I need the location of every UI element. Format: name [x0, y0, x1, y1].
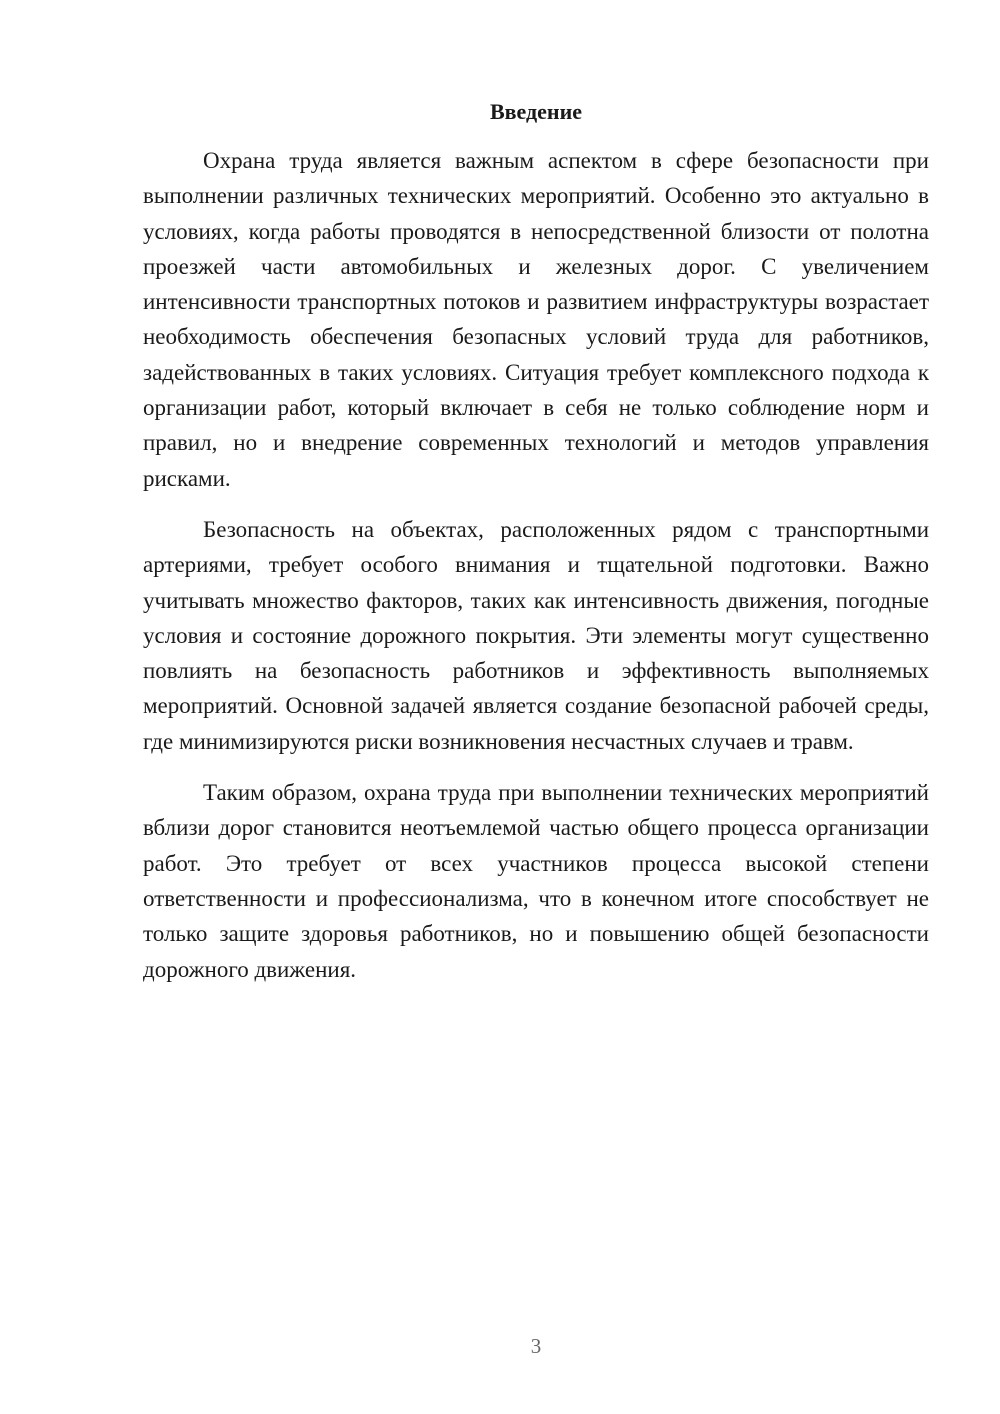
paragraph-3: Таким образом, охрана труда при выполнении технических мероприятий вблизи дорог становится неотъемлемой частью общего процесса организации работ. Это требует от всех участников процесса высокой степени ответственности и профессионализма, что в конечном итоге способствует не только защите здоровья работников, но и повышению общей безопасности дорожного движения. — [143, 780, 929, 982]
section-title: Введение — [489, 99, 583, 124]
document-body — [143, 143, 929, 1003]
page-number: 3 — [530, 1334, 542, 1358]
paragraph-2: Безопасность на объектах, расположенных рядом с транспортными артериями, требует особого внимания и тщательной подготовки. Важно учитывать множество факторов, таких как интенсивность движения, погодные условия и состояние дорожного покрытия. Эти элементы могут существенно повлиять на безопасность работников и эффективность выполняемых мероприятий. Основной задачей является создание безопасной рабочей среды, где минимизируются риски возникновения несчастных случаев и травм. — [143, 516, 929, 754]
paragraph-1: Охрана труда является важным аспектом в сфере безопасности при выполнении различных технических мероприятий. Особенно это актуально в условиях, когда работы проводятся в непосредственной близости от полотна проезжей части автомобильных и железных дорог. С увеличением интенсивности транспортных потоков и развитием инфраструктуры возрастает необходимость обеспечения безопасных условий труда для работников, задействованных в таких условиях. Ситуация требует комплексного подхода к организации работ, который включает в себя не только соблюдение норм и правил, но и внедрение современных технологий и методов управления рисками. — [143, 148, 929, 491]
